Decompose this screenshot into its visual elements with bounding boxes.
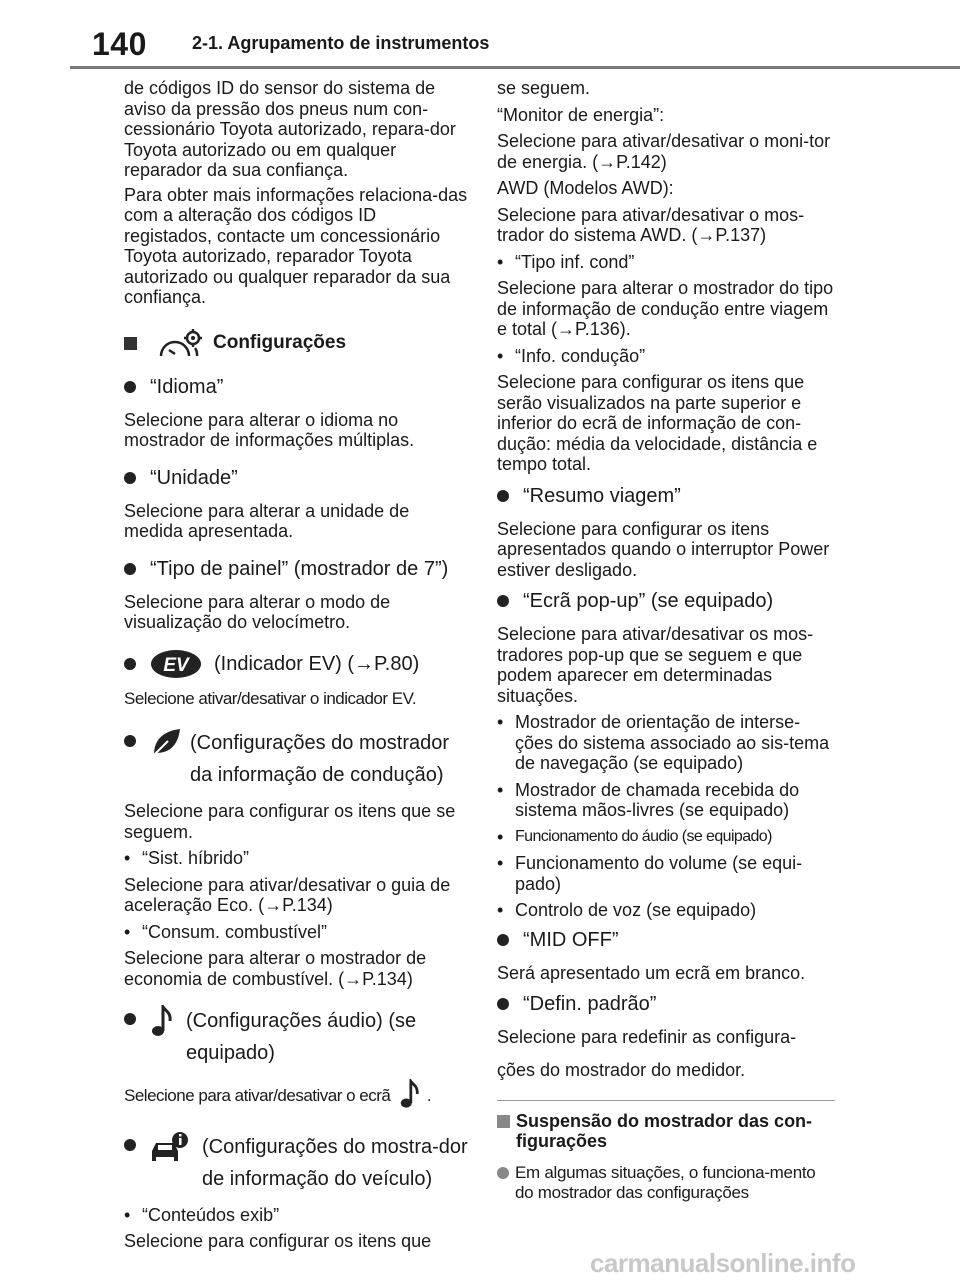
list-item: • Controlo de voz (se equipado) (497, 900, 757, 920)
midoff-desc: Será apresentado um ecrã em branco. (497, 962, 806, 983)
item-idioma-title (124, 374, 469, 400)
item-consumo-desc: Selecione para alterar o mostrador de economia de combustível. (→P.134) (124, 948, 427, 989)
round-bullet-icon (497, 490, 509, 502)
item-unidade-desc: Selecione para alterar a unidade de medida apresentada. (124, 500, 410, 541)
item-drive-desc: Selecione para configurar os itens que se seguem. (124, 801, 456, 842)
intro-paragraph: de códigos ID do sensor do sistema de aviso da pressão dos pneus num con-cessionário Toyota autorizado, repara-dor Toyota autorizado ou em qualquer reparador da sua confiança. (124, 78, 456, 180)
energia-item: “Monitor de energia”: (497, 104, 665, 125)
item-vehicle-label: (Configurações do mostra-dor de informação do veículo) (202, 1135, 468, 1190)
section-divider (497, 1100, 835, 1101)
list-item: • “Tipo inf. cond” (497, 251, 635, 272)
item-midoff-label: “MID OFF” (523, 928, 619, 951)
cont-text: se seguem. (497, 78, 591, 98)
item-drive-title (124, 727, 469, 791)
item-hibrido-desc: Selecione para ativar/desativar o guia de aceleração Eco. (→P.134) (124, 874, 451, 915)
list-item: • “Consum. combustível” (124, 921, 328, 942)
item-audio-label: (Configurações áudio) (se equipado) (186, 1010, 417, 1064)
suspensao-heading: Suspensão do mostrador das con-figurações (497, 1111, 837, 1151)
info-desc: Selecione para configurar os itens que serão visualizados na parte superior e inferior do ecrã de informação de con-dução: média da velocidade, distância e tempo total. (497, 372, 818, 474)
item-idioma-label: “Idioma” (150, 375, 224, 398)
item-resumo-title (497, 483, 837, 509)
music-note-icon (399, 1079, 419, 1115)
config-heading-text: Configurações (213, 332, 347, 354)
round-bullet-icon (124, 1139, 136, 1151)
list-item: • Funcionamento do volume (se equi-pado) (497, 853, 803, 894)
item-padrao-label: “Defin. padrão” (523, 993, 657, 1015)
item-popup-title (497, 588, 837, 614)
item-audio-title (124, 1005, 469, 1069)
item-conteudos-desc: Selecione para configurar os itens que (124, 1231, 432, 1251)
list-item: • “Sist. híbrido” (124, 848, 250, 868)
leaf-icon (150, 727, 182, 757)
resumo-desc: Selecione para configurar os itens apresentados quando o interruptor Power estiver desligado. (497, 518, 830, 580)
suspensao-desc: Em algumas situações, o funciona-mento do mostrador das configurações (497, 1163, 837, 1203)
item-painel-label: “Tipo de painel” (mostrador de 7”) (150, 557, 449, 580)
ev-indicator-icon (150, 649, 202, 679)
item-padrao-title (497, 991, 837, 1017)
item-popup-label: “Ecrã pop-up” (se equipado) (523, 590, 774, 612)
list-item: • “Info. condução” (497, 345, 646, 366)
item-ev-label: (Indicador EV) (→P.80) (214, 652, 420, 675)
round-bullet-icon (497, 998, 509, 1010)
tipo-desc: Selecione para alterar o mostrador do tipo de informação de condução entre viagem e total (→P.136). (497, 278, 834, 339)
item-unidade-label: “Unidade” (150, 466, 238, 489)
round-bullet-icon (124, 472, 136, 484)
gauge-gear-icon (157, 328, 205, 360)
round-bullet-icon (497, 934, 509, 946)
intro-paragraph-2: Para obter mais informações relaciona-das com a alteração dos códigos ID registados, contacte um concessionário Toyota autorizado, reparador Toyota autorizado ou qualquer reparador da sua confiança. (124, 184, 468, 307)
round-bullet-icon (124, 381, 136, 393)
watermark: carmanualsonline.info (590, 1248, 856, 1278)
list-item: • Mostrador de orientação de interse-ções do sistema associado ao sis-tema de navegação (se equipado) (497, 712, 830, 773)
round-bullet-icon (124, 658, 136, 670)
round-bullet-icon (124, 1013, 136, 1025)
left-column (124, 78, 469, 1258)
padrao-desc-1: Selecione para redefinir as configura- (497, 1027, 797, 1047)
popup-desc: Selecione para ativar/desativar os mos-tradores pop-up que se seguem e que podem aparecer em determinadas situações. (497, 624, 814, 706)
item-ev-title (124, 649, 469, 679)
list-item: • “Conteúdos exib” (124, 1204, 280, 1225)
right-column (497, 78, 837, 1203)
awd-item: AWD (Modelos AWD): (497, 178, 674, 198)
round-bullet-icon (497, 595, 509, 607)
item-resumo-label: “Resumo viagem” (523, 484, 681, 507)
item-vehicle-title (124, 1131, 469, 1195)
square-bullet-icon (497, 1115, 510, 1128)
item-unidade-title (124, 465, 469, 491)
round-bullet-icon (124, 735, 136, 747)
item-ev-desc: Selecione ativar/desativar o indicador EV. (124, 688, 417, 708)
list-item: • Mostrador de chamada recebida do sistema mãos-livres (se equipado) (497, 779, 800, 820)
square-bullet-icon (124, 337, 137, 350)
page-number: 140 (92, 26, 147, 62)
awd-desc: Selecione para ativar/desativar o mos-trador do sistema AWD. (→P.137) (497, 204, 805, 245)
item-midoff-title (497, 927, 837, 953)
section-title: 2-1. Agrupamento de instrumentos (192, 33, 490, 53)
item-painel-title (124, 556, 469, 582)
header-rule (70, 66, 960, 69)
list-item: • Funcionamento do áudio (se equipado) (497, 826, 772, 847)
music-note-icon (150, 1005, 172, 1037)
item-idioma-desc: Selecione para alterar o idioma no mostrador de informações múltiplas. (124, 409, 415, 450)
energia-desc: Selecione para ativar/desativar o moni-tor de energia. (→P.142) (497, 131, 831, 172)
car-info-icon (150, 1131, 190, 1163)
ev-badge-text: EV (163, 654, 189, 676)
item-audio-desc: Selecione para ativar/desativar o ecrã . (124, 1079, 469, 1115)
item-drive-label: (Configurações do mostrador da informação de condução) (190, 732, 450, 786)
item-painel-desc: Selecione para alterar o modo de visualização do velocímetro. (124, 591, 391, 632)
padrao-desc-2: ções do mostrador do medidor. (497, 1059, 746, 1080)
page-header (0, 0, 960, 70)
round-bullet-icon (497, 1167, 509, 1179)
round-bullet-icon (124, 563, 136, 575)
config-heading (124, 328, 469, 360)
